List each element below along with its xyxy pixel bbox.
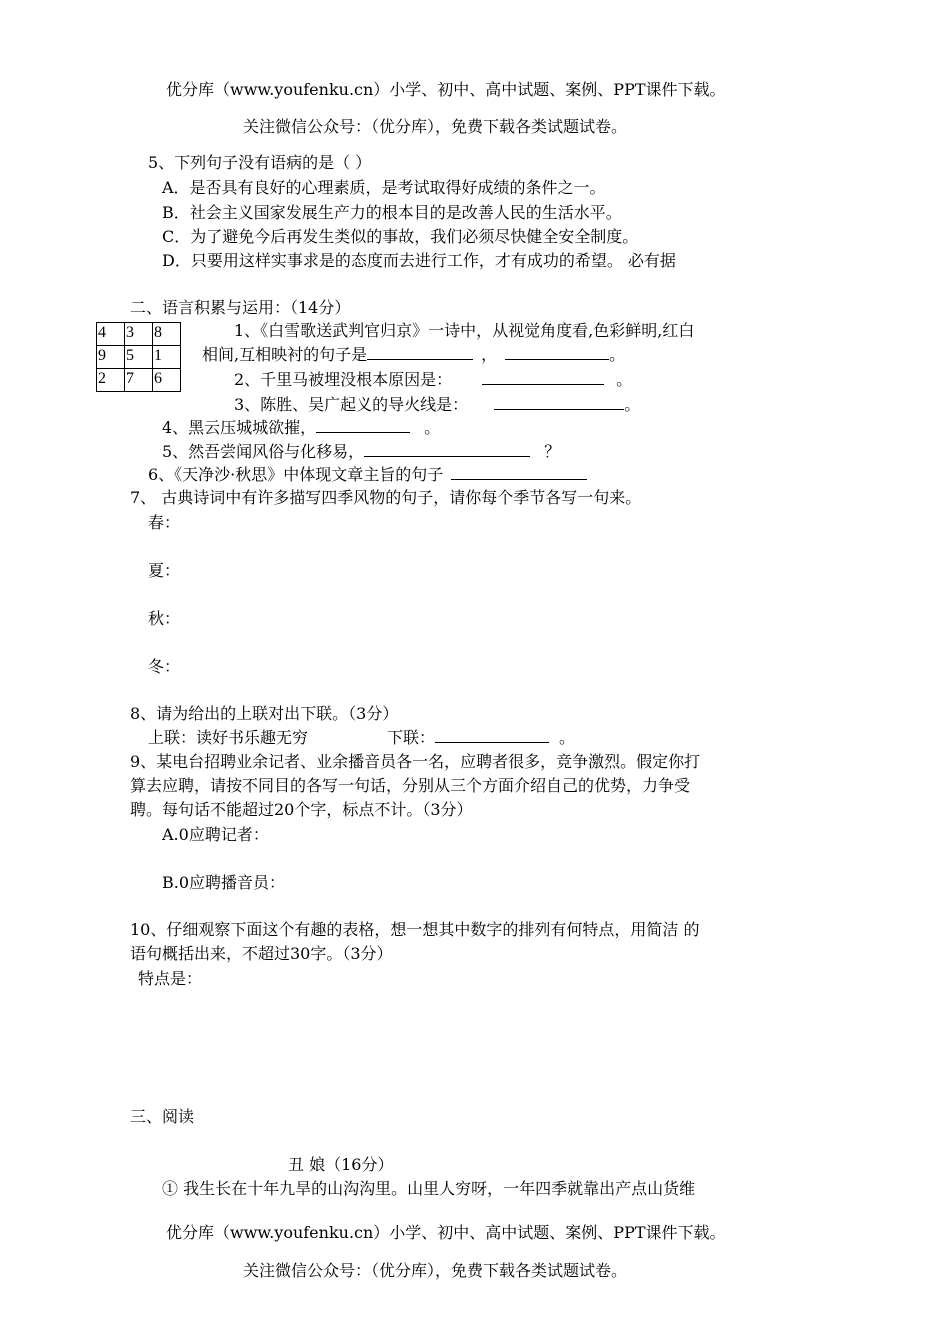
grid-cell: 1 xyxy=(153,346,181,369)
s2-q1-end: 。 xyxy=(609,345,626,364)
section-3-title: 三、阅读 xyxy=(130,1107,195,1126)
q5-stem: 5、下列句子没有语病的是（ ） xyxy=(148,153,372,172)
grid-cell: 2 xyxy=(97,369,125,392)
q5-option-d: D．只要用这样实事求是的态度而去进行工作，才有成功的希望。 必有据 xyxy=(162,251,676,270)
s2-q3-text: 3、陈胜、吴广起义的导火线是： xyxy=(234,395,469,414)
s2-q2-line xyxy=(234,370,632,390)
s2-q10-answer-label: 特点是： xyxy=(138,969,203,988)
q5-option-a: A．是否具有良好的心理素质，是考试取得好成绩的条件之一。 xyxy=(162,178,606,197)
section-2-title: 二、语言积累与运用：（14分） xyxy=(130,298,351,317)
s2-q2-text: 2、千里马被埋没根本原因是： xyxy=(234,370,453,389)
grid-cell: 3 xyxy=(125,323,153,346)
s2-q10-line-1: 10、仔细观察下面这个有趣的表格，想一想其中数字的排列有何特点，用简洁 的 xyxy=(130,920,700,939)
s2-q3-end: 。 xyxy=(624,395,641,414)
q5-option-c: C．为了避免今后再发生类似的事故，我们必须尽快健全安全制度。 xyxy=(162,227,639,246)
s2-q4-blank[interactable] xyxy=(316,418,410,433)
s2-q9-option-a: A.0应聘记者： xyxy=(162,825,269,844)
grid-cell: 8 xyxy=(153,323,181,346)
grid-cell: 6 xyxy=(153,369,181,392)
q7-spring-label: 春： xyxy=(148,513,181,532)
s2-q1-text: 相间,互相映衬的句子是 xyxy=(202,345,368,364)
s2-q2-blank[interactable] xyxy=(482,370,604,385)
s2-q5-blank[interactable] xyxy=(364,442,530,457)
footer-line-1: 优分库（www.youfenku.cn）小学、初中、高中试题、案例、PPT课件下载。 xyxy=(166,1223,726,1242)
s2-q7-stem: 7、 古典诗词中有许多描写四季风物的句子，请你每个季节各写一句来。 xyxy=(130,488,642,507)
s2-q5-line xyxy=(162,442,560,462)
s2-q4-end: 。 xyxy=(424,418,441,437)
s2-q5-end: ？ xyxy=(544,442,561,461)
header-line-1: 优分库（www.youfenku.cn）小学、初中、高中试题、案例、PPT课件下载。 xyxy=(166,80,726,99)
article-paragraph-1: ① 我生长在十年九旱的山沟沟里。山里人穷呀，一年四季就靠出产点山货维 xyxy=(162,1179,696,1198)
s2-q8-stem: 8、请为给出的上联对出下联。（3分） xyxy=(130,704,399,723)
footer-line-2: 关注微信公众号：（优分库），免费下载各类试题试卷。 xyxy=(243,1261,628,1280)
s2-q8-end: 。 xyxy=(559,728,576,747)
q7-autumn-label: 秋： xyxy=(148,609,181,628)
s2-q8-blank[interactable] xyxy=(435,728,549,743)
s2-q9-line-3: 聘。每句话不能超过20个字，标点不计。（3分） xyxy=(130,800,473,819)
s2-q5-text: 5、然吾尝闻风俗与化移易， xyxy=(162,442,365,461)
q7-winter-label: 冬： xyxy=(148,657,181,676)
s2-q2-end: 。 xyxy=(616,370,633,389)
s2-q10-line-2: 语句概括出来，不超过30字。（3分） xyxy=(130,944,393,963)
s2-q9-line-1: 9、某电台招聘业余记者、业余播音员各一名，应聘者很多，竞争激烈。假定你打 xyxy=(130,752,701,771)
s2-q1-line1: 1、《白雪歌送武判官归京》一诗中，从视觉角度看,色彩鲜明,红白 xyxy=(234,321,695,340)
grid-cell: 5 xyxy=(125,346,153,369)
s2-q9-line-2: 算去应聘，请按不同目的各写一句话，分别从三个方面介绍自己的优势，力争受 xyxy=(130,776,691,795)
s2-q3-blank[interactable] xyxy=(494,395,624,410)
s2-q1-separator: ， xyxy=(481,345,498,364)
s2-q8-lower-label: 下联： xyxy=(387,728,436,747)
article-title: 丑 娘（16分） xyxy=(288,1155,394,1174)
header-line-2: 关注微信公众号：（优分库），免费下载各类试题试卷。 xyxy=(243,117,628,136)
grid-cell: 9 xyxy=(97,346,125,369)
s2-q9-option-b: B.0应聘播音员： xyxy=(162,873,286,892)
s2-q1-line2 xyxy=(202,345,625,365)
s2-q6-text: 6、《天净沙·秋思》中体现文章主旨的句子 xyxy=(148,465,444,484)
s2-q4-line xyxy=(162,418,440,438)
s2-q6-line xyxy=(148,465,587,485)
s2-q4-text: 4、黑云压城城欲摧， xyxy=(162,418,317,437)
q5-option-b: B．社会主义国家发展生产力的根本目的是改善人民的生活水平。 xyxy=(162,203,622,222)
s2-q8-lower-couplet xyxy=(387,728,575,748)
s2-q3-line xyxy=(234,395,640,415)
s2-q1-blank-2[interactable] xyxy=(505,345,609,360)
q7-summer-label: 夏： xyxy=(148,561,181,580)
s2-q1-blank-1[interactable] xyxy=(367,345,473,360)
grid-cell: 4 xyxy=(97,323,125,346)
s2-q6-blank[interactable] xyxy=(451,465,587,480)
grid-cell: 7 xyxy=(125,369,153,392)
magic-square-grid xyxy=(96,322,181,392)
s2-q8-upper-couplet: 上联：读好书乐趣无穷 xyxy=(148,728,309,747)
